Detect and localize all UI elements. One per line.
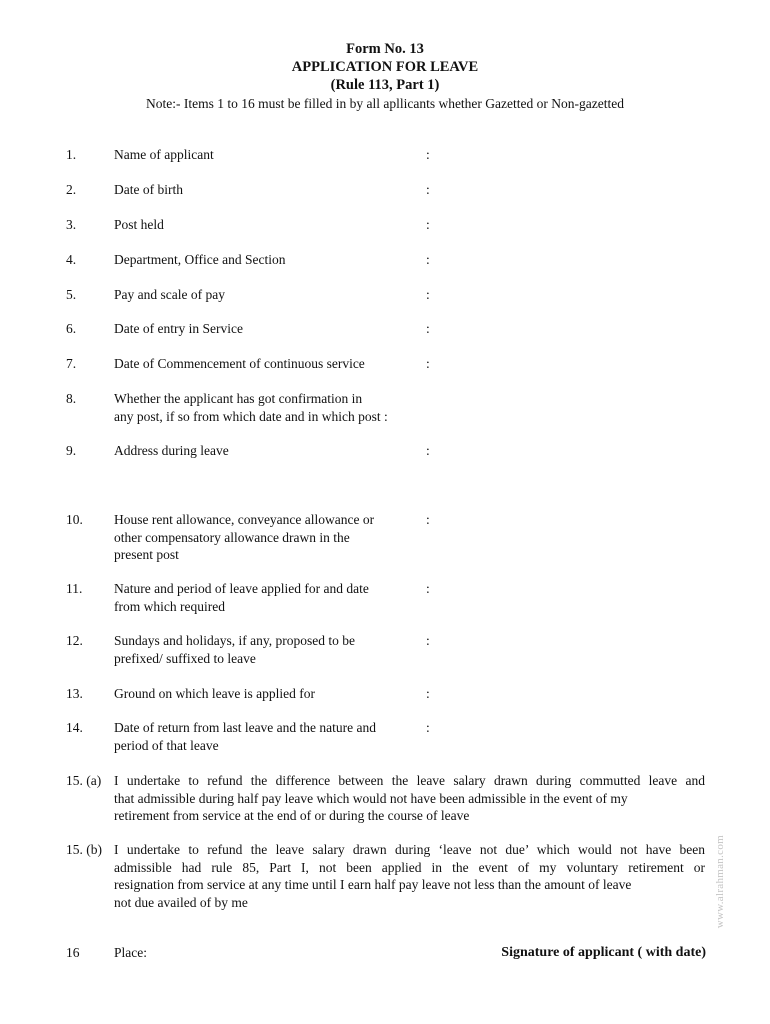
item-label-line: House rent allowance, conveyance allowance or: [114, 512, 375, 527]
undertaking-line: not due availed of by me: [114, 894, 248, 910]
item-label: Date of entry in Service: [114, 321, 243, 336]
signature-label: Signature of applicant ( with date): [501, 945, 706, 960]
item-colon: :: [426, 182, 430, 197]
item-number: 6.: [66, 321, 77, 336]
item-label: Pay and scale of pay: [114, 287, 225, 302]
undertaking-number: 15. (b): [66, 842, 102, 857]
item-number: 1.: [66, 147, 77, 162]
item-label: Address during leave: [114, 443, 229, 458]
undertaking-line: I undertake to refund the difference between the leave salary drawn during commutted leave and: [114, 773, 705, 788]
undertaking-line: retirement from service at the end of or during the course of leave: [114, 808, 470, 823]
item-label: Date of Commencement of continuous service: [114, 356, 365, 371]
item-colon: :: [426, 512, 430, 527]
item-label-line: other compensatory allowance drawn in the: [114, 529, 350, 545]
item-colon: :: [426, 252, 430, 267]
form-note: Note:- Items 1 to 16 must be filled in by all apllicants whether Gazetted or Non-gazetted: [146, 96, 624, 111]
item-number: 12.: [66, 633, 83, 648]
item-label-line: period of that leave: [114, 737, 219, 753]
undertaking-line: admissible had rule 85, Part I, not been applied in the event of my voluntary retirement or: [114, 859, 705, 875]
item-label-line: from which required: [114, 598, 225, 614]
item-colon: :: [426, 443, 430, 458]
item-label-line: Sundays and holidays, if any, proposed to be: [114, 633, 355, 648]
undertaking-line: resignation from service at any time until I earn half pay leave not less than the amount of leave: [114, 877, 632, 892]
item-number: 3.: [66, 217, 77, 232]
item-colon: :: [426, 217, 430, 232]
item-label-line: any post, if so from which date and in which post :: [114, 408, 388, 424]
item-label: [114, 580, 419, 615]
undertaking-line: that admissible during half pay leave which would not have been admissible in the event of my: [114, 790, 628, 806]
item-colon: :: [426, 287, 430, 302]
item-label-line: present post: [114, 547, 179, 562]
watermark-text: www.alrahman.com: [714, 835, 726, 929]
form-title: APPLICATION FOR LEAVE: [291, 59, 479, 75]
item-colon: :: [426, 633, 430, 648]
item-label: [114, 632, 419, 667]
item-number: 8.: [66, 391, 77, 406]
item-colon: :: [426, 581, 430, 596]
item-label: [114, 390, 444, 425]
item-label-line: Date of return from last leave and the nature and: [114, 720, 377, 735]
item-number: 16: [66, 945, 80, 960]
item-label: Ground on which leave is applied for: [114, 686, 315, 701]
item-number: 11.: [66, 581, 83, 596]
item-label: Department, Office and Section: [114, 252, 286, 267]
item-number: 7.: [66, 356, 77, 371]
item-number: 2.: [66, 182, 77, 197]
undertaking-line: I undertake to refund the leave salary drawn during ‘leave not due’ which would not have been: [114, 842, 705, 857]
form-number: Form No. 13: [346, 41, 424, 57]
item-colon: :: [426, 356, 430, 371]
item-number: 4.: [66, 252, 77, 267]
item-number: 5.: [66, 287, 77, 302]
item-label-line: Nature and period of leave applied for and date: [114, 581, 369, 596]
item-number: 9.: [66, 443, 77, 458]
item-colon: :: [426, 147, 430, 162]
item-colon: :: [426, 686, 430, 701]
undertaking-text: [114, 841, 705, 911]
item-label: Post held: [114, 217, 164, 232]
item-label: [114, 719, 424, 754]
undertaking-number: 15. (a): [66, 773, 102, 788]
item-number: 14.: [66, 720, 83, 735]
item-label-line: Whether the applicant has got confirmation in: [114, 391, 363, 406]
item-label: Date of birth: [114, 182, 183, 197]
item-number: 10.: [66, 512, 83, 527]
item-number: 13.: [66, 686, 83, 701]
place-label: Place:: [114, 945, 147, 960]
item-label: Name of applicant: [114, 147, 214, 162]
item-colon: :: [426, 720, 430, 735]
form-rule: (Rule 113, Part 1): [330, 77, 440, 93]
undertaking-text: [114, 772, 705, 825]
item-label-line: prefixed/ suffixed to leave: [114, 650, 256, 666]
item-label: [114, 511, 419, 564]
item-colon: :: [426, 321, 430, 336]
